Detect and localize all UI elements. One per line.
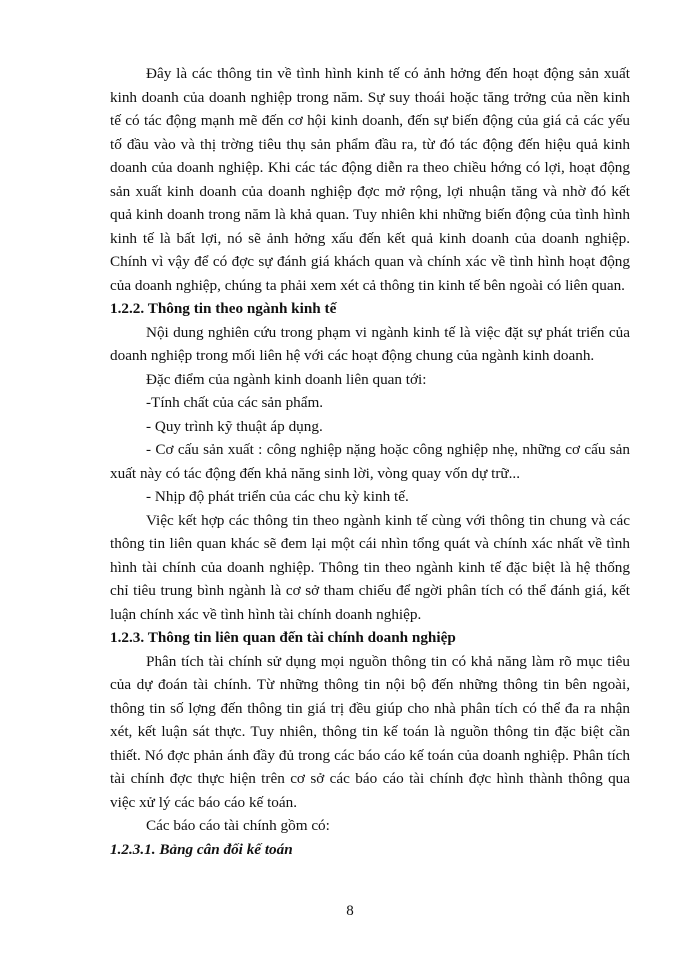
paragraph-industry-conclusion: Việc kết hợp các thông tin theo ngành kinh tế cùng với thông tin chung và các thông tin liên quan khác sẽ đem lại một cái nhìn tổng quát và chính xác nhất về tình hình tài chính của doanh nghiệp. Thông tin theo ngành kinh tế đặc biệt là hệ thống chỉ tiêu trung bình ngành là cơ sở tham chiếu để ngời phân tích có thể đánh giá, kết luận chính xác về tình hình tài chính doanh nghiệp. — [110, 511, 630, 623]
list-item: -Tính chất của các sản phẩm. — [146, 394, 324, 411]
page-number: 8 — [346, 903, 354, 919]
list-item: - Quy trình kỹ thuật áp dụng. — [146, 417, 323, 435]
heading-1-2-3: 1.2.3. Thông tin liên quan đến tài chính doanh nghiệp — [110, 629, 456, 646]
heading-1-2-2: 1.2.2. Thông tin theo ngành kinh tế — [110, 300, 337, 317]
paragraph-industry-features-intro: Đặc điểm của ngành kinh doanh liên quan tới: — [146, 370, 427, 388]
list-item: - Nhịp độ phát triển của các chu kỳ kinh tế. — [146, 488, 409, 505]
paragraph-reports-intro: Các báo cáo tài chính gồm có: — [146, 817, 330, 834]
document-page — [110, 62, 630, 861]
paragraph-financial-info: Phân tích tài chính sử dụng mọi nguồn thông tin có khả năng làm rõ mục tiêu của dự đoán tài chính. Từ những thông tin nội bộ đến những thông tin bên ngoài, thông tin số lợng đến thông tin giá trị đều giúp cho nhà phân tích có thể đa ra nhận xét, kết luận sát thực. Tuy nhiên, thông tin kế toán là nguồn thông tin đặc biệt cần thiết. Nó đợc phản ánh đầy đủ trong các báo cáo kế toán của doanh nghiệp. Phân tích tài chính đợc thực hiện trên cơ sở các báo cáo tài chính đợc hình thành thông qua việc xử lý các báo cáo kế toán. — [110, 652, 630, 811]
heading-1-2-3-1: 1.2.3.1. Bảng cân đối kế toán — [110, 840, 293, 858]
paragraph-industry-scope: Nội dung nghiên cứu trong phạm vi ngành kinh tế là việc đặt sự phát triển của doanh nghiệp trong mối liên hệ với các hoạt động chung của ngành kinh doanh. — [110, 323, 630, 364]
paragraph-economic-info: Đây là các thông tin về tình hình kinh tế có ảnh hởng đến hoạt động sản xuất kinh doanh của doanh nghiệp trong năm. Sự suy thoái hoặc tăng trởng của nền kinh tế có tác động mạnh mẽ đến cơ hội kinh doanh, đến sự biến động của giá cả các yếu tố đầu vào và thị trờng tiêu thụ sản phẩm đầu ra, từ đó tác động đến hiệu quả kinh doanh của doanh nghiệp. Khi các tác động diễn ra theo chiều hớng có lợi, hoạt động sản xuất kinh doanh của doanh nghiệp đợc mở rộng, lợi nhuận tăng và nhờ đó kết quả kinh doanh trong năm là khả quan. Tuy nhiên khi những biến động của tình hình kinh tế là bất lợi, nó sẽ ảnh hởng xấu đến kết quả kinh doanh của doanh nghiệp. Chính vì vậy để có đợc sự đánh giá khách quan và chính xác về tình hình hoạt động của doanh nghiệp, chúng ta phải xem xét cả thông tin kinh tế bên ngoài có liên quan. — [110, 65, 630, 294]
list-item: - Cơ cấu sản xuất : công nghiệp nặng hoặc công nghiệp nhẹ, những cơ cấu sản xuất này có tác động đến khả năng sinh lời, vòng quay vốn dự trữ... — [110, 441, 630, 482]
